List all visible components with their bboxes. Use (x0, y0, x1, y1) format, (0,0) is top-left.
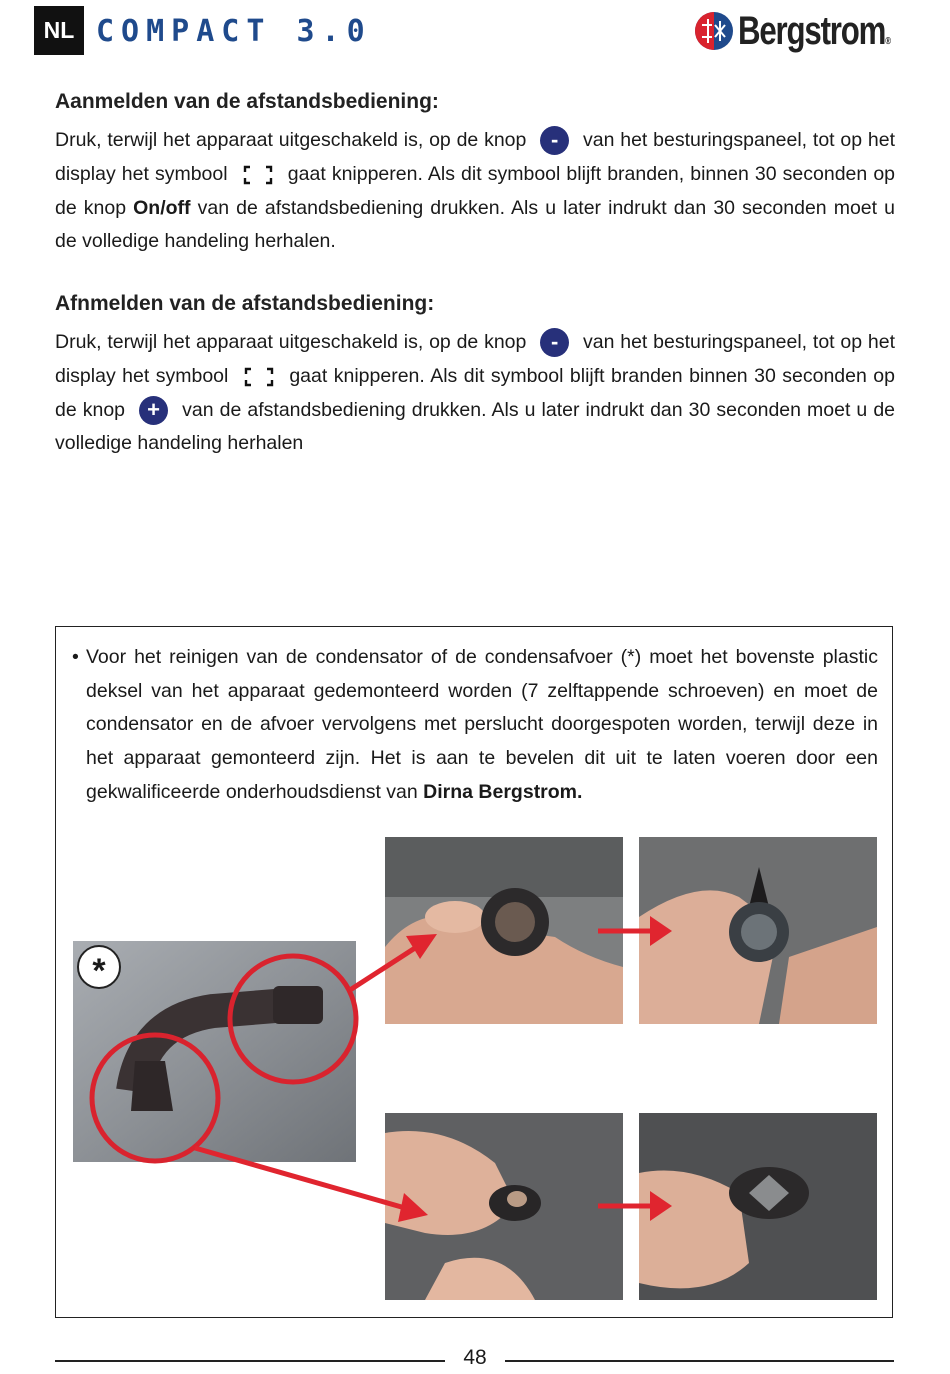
section-register-remote (55, 90, 895, 259)
remote-link-symbol-icon (243, 366, 275, 388)
footer-rule-right (505, 1360, 894, 1362)
brand-logo (694, 8, 933, 54)
language-badge: NL (34, 6, 84, 55)
plus-button-icon: + (139, 396, 168, 425)
valve-photo-1 (385, 1113, 623, 1300)
section-paragraph: Druk, terwijl het apparaat uitgeschakeld is, op de knop - van het besturingspaneel, tot op het display het symbool gaat knipperen. Als dit symbool blijft branden binnen 30 seconden op de knop + van de afstandsbediening drukken. Als u later indrukt dan 30 seconden moet u de volledige handeling herhalen (55, 329, 896, 455)
section-paragraph: Druk, terwijl het apparaat uitgeschakeld is, op de knop - van het besturingspaneel, tot op het display het symbool gaat knipperen. Als dit symbool blijft branden, binnen 30 seconden op de knop On/off van de afstandsbediening drukken. Als u later indrukt dan 30 seconden moet u de volledige handeling herhalen. (55, 127, 896, 253)
model-title: COMPACT 3.0 (96, 14, 372, 49)
company-name: Dirna Bergstrom. (423, 780, 583, 803)
brand-name: Bergstrom® (738, 8, 890, 53)
section-unregister-remote (55, 292, 895, 461)
pipe-end-photo-2 (639, 837, 877, 1024)
bullet-point: • (72, 646, 79, 668)
snowflake-sun-logo-icon (694, 11, 734, 51)
remote-link-symbol-icon (242, 164, 274, 186)
minus-button-icon: - (540, 126, 569, 155)
section-heading: Aanmelden van de afstandsbediening: (55, 90, 439, 113)
page-header (0, 0, 950, 60)
asterisk-marker-icon: * (77, 945, 121, 989)
section-heading: Afnmelden van de afstandsbediening: (55, 292, 435, 315)
page-number: 48 (463, 1346, 487, 1369)
notice-text: • Voor het reinigen van de condensator of de condensafvoer (*) moet het bovenste plastic deksel van het apparaat gedemonteerd worden (7 zelftappende schroeven) en moet de condensator en de afvoer vervolgens met perslucht doorgespoten worden, terwijl deze in het apparaat gemonteerd zijn. Het is aan te bevelen dit uit te laten voeren door een gekwalificeerde onderhoudsdienst van Dirna Bergstrom. (86, 641, 878, 810)
pipe-end-photo-1 (385, 837, 623, 1024)
valve-photo-2 (639, 1113, 877, 1300)
footer-rule-left (55, 1360, 445, 1362)
registered-mark: ® (885, 35, 890, 47)
minus-button-icon: - (540, 328, 569, 357)
